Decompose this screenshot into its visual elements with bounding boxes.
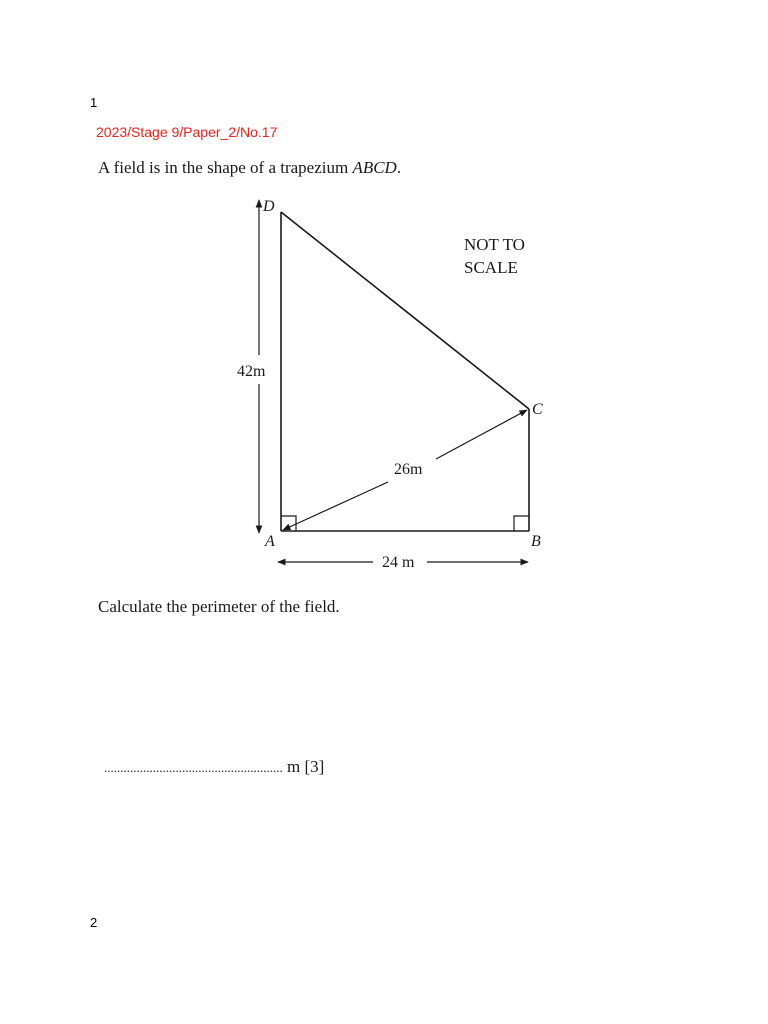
question-marks: [3] [304, 757, 325, 776]
vertex-d: D [263, 198, 275, 215]
page-number-2: 2 [90, 915, 98, 930]
vertex-b: B [531, 533, 541, 550]
right-angle-a [281, 516, 296, 531]
vertex-c: C [532, 401, 543, 418]
note-line-1: NOT TO [464, 235, 525, 254]
answer-dots: ....................................................... [104, 760, 283, 775]
question-reference: 2023/Stage 9/Paper_2/No.17 [96, 124, 278, 140]
diagonal-label: 26m [394, 461, 423, 478]
answer-unit: m [287, 757, 301, 776]
page-number-1: 1 [90, 95, 98, 110]
base-label: 24 m [382, 554, 415, 571]
diagonal-ac-upper [436, 410, 527, 459]
stem-prefix: A field is in the shape of a trapezium [98, 158, 353, 177]
answer-line [104, 757, 324, 777]
stem-name: ABCD [352, 158, 397, 177]
diagonal-ac-lower [283, 482, 388, 530]
height-label: 42m [237, 363, 266, 380]
stem-suffix: . [396, 158, 402, 177]
question-instruction: Calculate the perimeter of the field. [98, 597, 340, 616]
note-line-2: SCALE [464, 258, 518, 277]
vertex-a: A [265, 533, 275, 550]
right-angle-b [514, 516, 529, 531]
